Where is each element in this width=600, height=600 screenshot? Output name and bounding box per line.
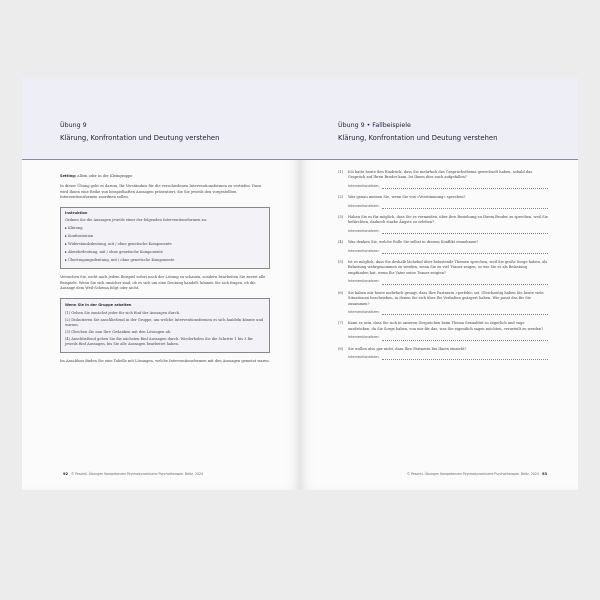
case-text	[338, 170, 548, 181]
case-number: (2)	[338, 195, 344, 200]
case-text	[338, 195, 548, 200]
case-number: (1)	[338, 170, 344, 174]
case-item	[338, 195, 548, 209]
intro-paragraph: In dieser Übung geht es darum, Ihr Verständnis für die verschiedenen Interventionsformen zu vertiefen. Dazu wird Ihnen eine Reihe von beispielhaften Aussagen präsentiert, die Sie jeweils den vorgestellten Interventionsformen zuordnen sollen.	[60, 184, 262, 200]
answer-label: Interventionsform:	[348, 248, 380, 253]
open-book	[22, 78, 578, 490]
case-number: (3)	[338, 215, 344, 220]
case-number: (4)	[338, 240, 344, 245]
case-number: (5)	[338, 260, 344, 265]
answer-blank[interactable]	[382, 204, 548, 209]
right-page	[300, 78, 578, 490]
exercise-number: Übung 9	[60, 122, 87, 129]
instruction-box	[60, 207, 270, 270]
case-item	[338, 240, 548, 254]
case-item	[338, 321, 548, 340]
case-statement: Ich hatte heute den Eindruck, dass Sie mehrfach das Gesprächsthema gewechselt haben, sobald das Gespräch auf Ihren Bruder kam. Ist Ihnen dies auch aufgefallen?	[348, 170, 533, 180]
left-content	[60, 174, 270, 364]
right-content	[338, 170, 548, 366]
group-box	[60, 298, 270, 353]
form-item: ▸ Konfrontation	[65, 234, 265, 239]
case-text	[338, 347, 548, 352]
mid-paragraph: Versuchen Sie, nicht nach jedem Beispiel sofort nach der Lösung zu schauen, sondern bearbeiten Sie zuerst alle Beispiele. Wenn Sie sich unsicher sind, ob es sich um eine Deutung handelt, können Sie sich fragen, ob die Aussage dem Weil-Schema folgt oder nicht.	[60, 275, 266, 291]
answer-label: Interventionsform:	[348, 183, 380, 188]
answer-label: Interventionsform:	[348, 203, 380, 208]
answer-blank[interactable]	[382, 310, 548, 315]
answer-blank[interactable]	[382, 229, 548, 234]
left-footer	[60, 472, 203, 476]
case-item	[338, 291, 548, 316]
case-statement: Sie wollen also gar nicht, dass Ihre Partnerin bei Ihnen einzieht?	[348, 346, 467, 351]
answer-line[interactable]	[348, 355, 548, 360]
header-band	[22, 78, 300, 160]
case-item	[338, 260, 548, 285]
answer-line[interactable]	[348, 184, 548, 189]
instruction-text: Ordnen Sie die Aussagen jeweils einer der folgenden Interventionsformen zu:	[65, 218, 207, 223]
form-item: ▸ Widerstandsdeutung, mit / ohne genetische Komponente	[65, 242, 265, 247]
case-text	[338, 291, 548, 307]
case-text	[338, 240, 548, 245]
case-item	[338, 215, 548, 234]
case-text	[338, 260, 548, 276]
answer-line[interactable]	[348, 204, 548, 209]
group-step: (3) Gleichen Sie nun Ihre Gedanken mit den Lösungen ab.	[65, 329, 172, 334]
case-number: (8)	[338, 346, 344, 351]
right-footer	[407, 472, 550, 476]
answer-label: Interventionsform:	[348, 228, 380, 233]
answer-blank[interactable]	[382, 249, 548, 254]
header-rule	[22, 159, 300, 160]
case-statement: Was genau meinen Sie, wenn Sie von »Verstimmung« sprechen?	[348, 195, 466, 200]
answer-blank[interactable]	[382, 280, 548, 285]
case-item	[338, 170, 548, 189]
group-step: (1) Gehen Sie zunächst jeder für sich fünf der Aussagen durch.	[65, 310, 181, 315]
setting-line	[60, 174, 270, 179]
answer-line[interactable]	[348, 279, 548, 284]
answer-line[interactable]	[348, 310, 548, 315]
page-number: 93	[541, 472, 547, 476]
answer-blank[interactable]	[382, 336, 548, 341]
header-rule	[300, 159, 578, 160]
setting-text: allein oder in der Kleingruppe	[77, 174, 133, 178]
page-number: 92	[63, 472, 69, 476]
closing-paragraph: Im Anschluss finden Sie eine Tabelle mit Lösungen, welche Interventionsformen mit den Aussagen gemeint waren.	[60, 359, 270, 364]
answer-line[interactable]	[348, 249, 548, 254]
group-step: (2) Diskutieren Sie anschließend in der Gruppe, um welche Interventionsformen es sich handeln könnte und warum.	[65, 317, 264, 327]
answer-line[interactable]	[348, 335, 548, 340]
exercise-heading	[60, 122, 219, 142]
header-band	[300, 78, 578, 160]
case-item	[338, 347, 548, 361]
case-number: (6)	[338, 290, 344, 295]
answer-line[interactable]	[348, 229, 548, 234]
answer-blank[interactable]	[382, 355, 548, 360]
case-text	[338, 321, 548, 332]
case-statement: Sie haben mir heute mehrfach gesagt, dass Ihre Partnerin »perfekt« sei. Gleichzeitig haben Sie heute viele Situationen beschrieben, in denen Sie sich über Ihr Verhalten geärgert haben. Wie passt das für Sie zusammen?	[348, 290, 544, 306]
exercise-title: Klärung, Konfrontation und Deutung verstehen	[338, 134, 498, 142]
answer-label: Interventionsform:	[348, 335, 380, 340]
form-list	[65, 226, 265, 263]
answer-blank[interactable]	[382, 184, 548, 189]
group-heading: Wenn Sie in der Gruppe arbeiten	[65, 303, 132, 308]
group-step: (4) Anschließend gehen Sie die nächsten fünf Aussagen durch. Wiederholen Sie die Schritte 1 bis 3 für jeweils fünf Aussagen, bis Sie alle Aussagen bearbeitet haben.	[65, 336, 253, 347]
exercise-heading	[338, 122, 497, 142]
exercise-title: Klärung, Konfrontation und Deutung verstehen	[60, 134, 220, 142]
setting-label: Setting:	[60, 174, 77, 178]
copyright-text: © Pesonti. Übungen Kompetenzen Psychodynamische Psychotherapie. Beltz, 2024	[406, 472, 539, 476]
case-number: (7)	[338, 321, 344, 326]
answer-label: Interventionsform:	[348, 279, 380, 284]
exercise-number: Übung 9 • Fallbeispiele	[338, 122, 411, 129]
answer-label: Interventionsform:	[348, 309, 380, 314]
case-statement: Was denken Sie, welche Rolle Sie selbst in diesem Konflikt einnehmen?	[348, 240, 479, 245]
answer-label: Interventionsform:	[348, 354, 380, 359]
case-statement: Ist es möglich, dass Sie deshalb lächelnd über belastende Themen sprechen, weil Sie große Sorge haben, als Belastung wahrgenommen zu werden, wenn Sie zu viel Trauer zeigen, so wie Sie es als Belastung empfunden hat, wenn Ihr Vater seine Trauer zeigten?	[348, 260, 548, 275]
form-item: ▸ Abwehrdeutung, mit / ohne genetische Komponente	[65, 250, 265, 255]
case-statement: Haben Sie es für möglich, dass Sie es vermeiden, über ihre Beziehung zu Ihrem Bruder zu sprechen, weil Sie befürchten, dadurch starke Ängste zu erleben?	[348, 215, 548, 225]
form-item: ▸ Übertragungsdeutung, mit / ohne genetische Komponente	[65, 258, 265, 263]
instruction-heading: Instruktion	[65, 210, 88, 215]
case-text	[338, 215, 548, 226]
left-page	[22, 78, 300, 490]
case-statement: Kann es sein, dass Sie sich in unseren Gesprächen beim Thema Sexualität so zögerlich und vage ausdrücken, da Sie Sorge haben, von mir für das, was Sie eigentlich sagen möchten, verurteilt zu werden?	[348, 321, 544, 331]
form-item: ▸ Klärung	[65, 226, 265, 231]
copyright-text: © Pesonti. Übungen Kompetenzen Psychodynamische Psychotherapie. Beltz, 2024	[71, 472, 204, 476]
